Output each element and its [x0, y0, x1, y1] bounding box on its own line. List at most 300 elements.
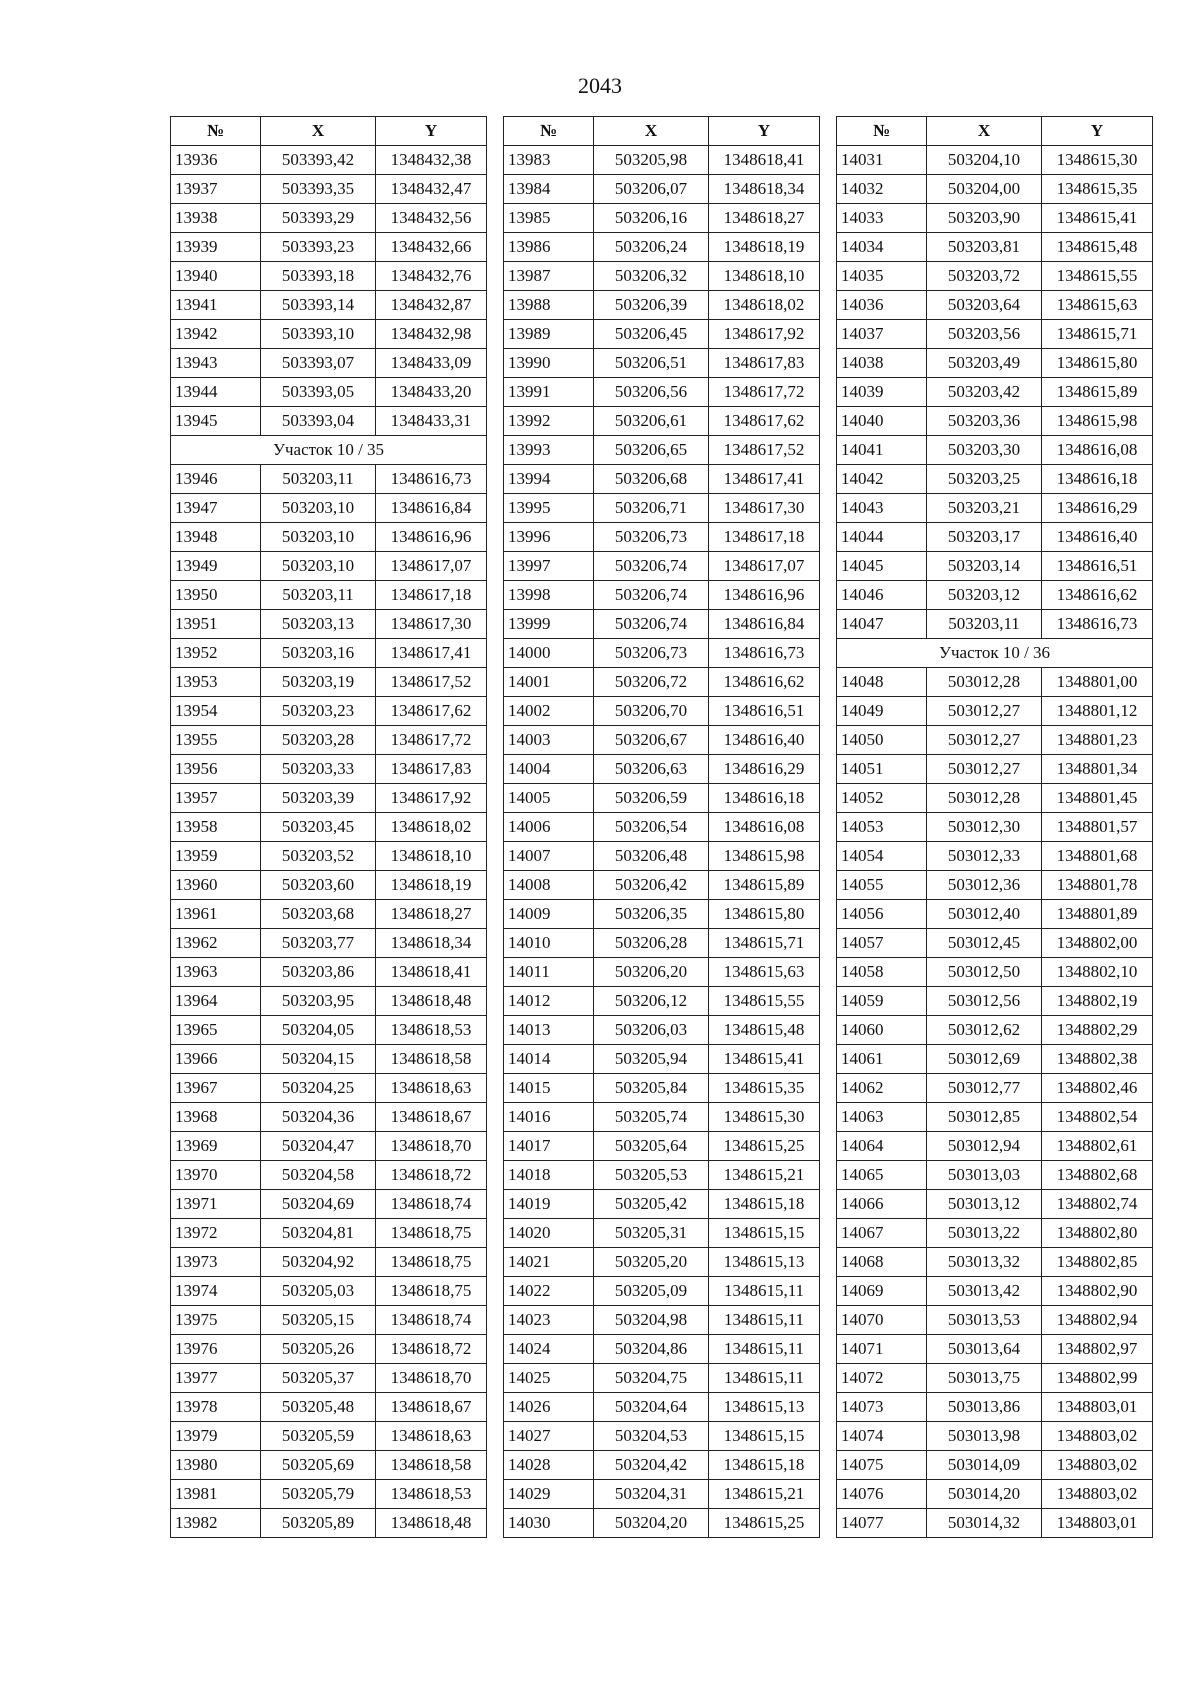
table-row	[837, 1509, 1153, 1538]
x-coordinate-cell: 503203,49	[927, 349, 1042, 378]
x-coordinate-cell: 503205,31	[594, 1219, 709, 1248]
y-coordinate-cell: 1348802,80	[1042, 1219, 1153, 1248]
point-number-cell: 14021	[504, 1248, 594, 1277]
point-number-cell: 14016	[504, 1103, 594, 1132]
x-coordinate-cell: 503012,50	[927, 958, 1042, 987]
x-coordinate-cell: 503204,75	[594, 1364, 709, 1393]
y-coordinate-cell: 1348617,30	[376, 610, 487, 639]
y-coordinate-cell: 1348615,71	[1042, 320, 1153, 349]
y-coordinate-cell: 1348617,83	[376, 755, 487, 784]
point-number-cell: 14018	[504, 1161, 594, 1190]
point-number-cell: 13945	[171, 407, 261, 436]
x-coordinate-cell: 503012,27	[927, 726, 1042, 755]
table-row	[504, 1074, 820, 1103]
point-number-cell: 13957	[171, 784, 261, 813]
x-coordinate-cell: 503203,10	[261, 552, 376, 581]
x-coordinate-cell: 503203,81	[927, 233, 1042, 262]
x-coordinate-cell: 503012,77	[927, 1074, 1042, 1103]
point-number-cell: 13950	[171, 581, 261, 610]
point-number-cell: 13942	[171, 320, 261, 349]
x-coordinate-cell: 503203,60	[261, 871, 376, 900]
point-number-cell: 14069	[837, 1277, 927, 1306]
y-coordinate-cell: 1348617,72	[709, 378, 820, 407]
point-number-cell: 14060	[837, 1016, 927, 1045]
y-coordinate-cell: 1348432,47	[376, 175, 487, 204]
y-coordinate-cell: 1348615,35	[1042, 175, 1153, 204]
table-row	[171, 1393, 487, 1422]
table-row	[837, 204, 1153, 233]
x-coordinate-cell: 503203,90	[927, 204, 1042, 233]
y-coordinate-cell: 1348618,75	[376, 1219, 487, 1248]
table-row	[171, 987, 487, 1016]
x-coordinate-cell: 503012,94	[927, 1132, 1042, 1161]
section-title: Участок 10 / 36	[837, 639, 1153, 668]
table-row	[504, 1219, 820, 1248]
table-row	[171, 1161, 487, 1190]
table-row	[504, 233, 820, 262]
x-coordinate-cell: 503205,53	[594, 1161, 709, 1190]
table-row	[504, 871, 820, 900]
x-coordinate-cell: 503203,13	[261, 610, 376, 639]
point-number-cell: 13975	[171, 1306, 261, 1335]
y-coordinate-cell: 1348615,98	[1042, 407, 1153, 436]
y-coordinate-cell: 1348615,21	[709, 1480, 820, 1509]
point-number-cell: 14032	[837, 175, 927, 204]
table-row	[171, 1480, 487, 1509]
y-coordinate-cell: 1348803,01	[1042, 1393, 1153, 1422]
y-coordinate-cell: 1348615,55	[1042, 262, 1153, 291]
y-coordinate-cell: 1348615,98	[709, 842, 820, 871]
point-number-cell: 14043	[837, 494, 927, 523]
point-number-cell: 14066	[837, 1190, 927, 1219]
x-coordinate-cell: 503204,86	[594, 1335, 709, 1364]
x-coordinate-cell: 503013,12	[927, 1190, 1042, 1219]
table-row	[504, 668, 820, 697]
y-coordinate-cell: 1348801,89	[1042, 900, 1153, 929]
table-row	[837, 1393, 1153, 1422]
table-row	[504, 900, 820, 929]
table-row	[171, 523, 487, 552]
table-row	[171, 610, 487, 639]
x-coordinate-cell: 503204,31	[594, 1480, 709, 1509]
x-coordinate-cell: 503206,03	[594, 1016, 709, 1045]
x-coordinate-cell: 503013,42	[927, 1277, 1042, 1306]
y-coordinate-cell: 1348618,48	[376, 1509, 487, 1538]
x-coordinate-cell: 503013,32	[927, 1248, 1042, 1277]
point-number-cell: 14036	[837, 291, 927, 320]
x-coordinate-cell: 503013,53	[927, 1306, 1042, 1335]
table-row	[837, 523, 1153, 552]
x-coordinate-cell: 503393,07	[261, 349, 376, 378]
y-coordinate-cell: 1348801,12	[1042, 697, 1153, 726]
x-coordinate-cell: 503204,20	[594, 1509, 709, 1538]
table-row	[504, 1190, 820, 1219]
point-number-cell: 13948	[171, 523, 261, 552]
y-coordinate-cell: 1348616,73	[376, 465, 487, 494]
x-coordinate-cell: 503012,36	[927, 871, 1042, 900]
table-row	[837, 407, 1153, 436]
x-coordinate-cell: 503012,62	[927, 1016, 1042, 1045]
y-coordinate-cell: 1348432,66	[376, 233, 487, 262]
table-row	[504, 1016, 820, 1045]
y-coordinate-cell: 1348617,07	[709, 552, 820, 581]
point-number-cell: 14038	[837, 349, 927, 378]
point-number-cell: 13966	[171, 1045, 261, 1074]
table-row	[837, 262, 1153, 291]
x-coordinate-cell: 503205,42	[594, 1190, 709, 1219]
point-number-cell: 13941	[171, 291, 261, 320]
point-number-cell: 13937	[171, 175, 261, 204]
y-coordinate-cell: 1348615,18	[709, 1451, 820, 1480]
table-row	[504, 987, 820, 1016]
table-row	[171, 320, 487, 349]
table-header-row	[171, 117, 487, 146]
table-row	[837, 900, 1153, 929]
x-coordinate-cell: 503204,10	[927, 146, 1042, 175]
table-row	[504, 610, 820, 639]
y-coordinate-cell: 1348616,08	[709, 813, 820, 842]
y-coordinate-cell: 1348615,11	[709, 1335, 820, 1364]
table-row	[504, 1045, 820, 1074]
x-coordinate-cell: 503203,42	[927, 378, 1042, 407]
x-coordinate-cell: 503013,64	[927, 1335, 1042, 1364]
point-number-cell: 14006	[504, 813, 594, 842]
point-number-cell: 14023	[504, 1306, 594, 1335]
table-row	[837, 175, 1153, 204]
table-row	[171, 233, 487, 262]
y-coordinate-cell: 1348617,52	[709, 436, 820, 465]
table-row	[171, 1422, 487, 1451]
x-coordinate-cell: 503012,27	[927, 755, 1042, 784]
point-number-cell: 14035	[837, 262, 927, 291]
x-coordinate-cell: 503203,86	[261, 958, 376, 987]
point-number-cell: 13970	[171, 1161, 261, 1190]
y-coordinate-cell: 1348615,55	[709, 987, 820, 1016]
point-number-cell: 14063	[837, 1103, 927, 1132]
point-number-cell: 14073	[837, 1393, 927, 1422]
point-number-cell: 14017	[504, 1132, 594, 1161]
table-row	[171, 1509, 487, 1538]
y-coordinate-cell: 1348432,98	[376, 320, 487, 349]
point-number-cell: 14001	[504, 668, 594, 697]
x-coordinate-cell: 503206,73	[594, 523, 709, 552]
y-coordinate-cell: 1348615,21	[709, 1161, 820, 1190]
table-row	[837, 494, 1153, 523]
y-coordinate-cell: 1348618,41	[709, 146, 820, 175]
point-number-cell: 14009	[504, 900, 594, 929]
x-coordinate-cell: 503205,37	[261, 1364, 376, 1393]
x-coordinate-cell: 503203,10	[261, 494, 376, 523]
point-number-cell: 13998	[504, 581, 594, 610]
x-coordinate-cell: 503204,25	[261, 1074, 376, 1103]
point-number-cell: 14022	[504, 1277, 594, 1306]
point-number-cell: 14008	[504, 871, 594, 900]
y-coordinate-cell: 1348802,85	[1042, 1248, 1153, 1277]
point-number-cell: 13984	[504, 175, 594, 204]
table-row	[504, 175, 820, 204]
y-coordinate-cell: 1348803,01	[1042, 1509, 1153, 1538]
x-coordinate-cell: 503205,79	[261, 1480, 376, 1509]
table-row	[837, 1422, 1153, 1451]
point-number-cell: 14014	[504, 1045, 594, 1074]
x-coordinate-cell: 503013,98	[927, 1422, 1042, 1451]
x-coordinate-cell: 503206,71	[594, 494, 709, 523]
point-number-cell: 14012	[504, 987, 594, 1016]
point-number-cell: 13971	[171, 1190, 261, 1219]
point-number-cell: 14025	[504, 1364, 594, 1393]
x-coordinate-cell: 503205,15	[261, 1306, 376, 1335]
y-coordinate-cell: 1348618,72	[376, 1161, 487, 1190]
y-coordinate-cell: 1348802,97	[1042, 1335, 1153, 1364]
table-row	[171, 958, 487, 987]
table-row	[504, 726, 820, 755]
point-number-cell: 13993	[504, 436, 594, 465]
table-row	[504, 436, 820, 465]
x-coordinate-cell: 503204,15	[261, 1045, 376, 1074]
point-number-cell: 14049	[837, 697, 927, 726]
y-coordinate-cell: 1348617,30	[709, 494, 820, 523]
x-coordinate-cell: 503203,19	[261, 668, 376, 697]
point-number-cell: 13958	[171, 813, 261, 842]
point-number-cell: 14007	[504, 842, 594, 871]
point-number-cell: 14071	[837, 1335, 927, 1364]
y-coordinate-cell: 1348615,11	[709, 1277, 820, 1306]
y-coordinate-cell: 1348801,23	[1042, 726, 1153, 755]
y-coordinate-cell: 1348618,72	[376, 1335, 487, 1364]
x-coordinate-cell: 503203,36	[927, 407, 1042, 436]
table-row	[837, 1277, 1153, 1306]
point-number-cell: 14029	[504, 1480, 594, 1509]
table-row	[504, 204, 820, 233]
section-row	[837, 639, 1153, 668]
point-number-cell: 13974	[171, 1277, 261, 1306]
point-number-cell: 14062	[837, 1074, 927, 1103]
table-row	[171, 262, 487, 291]
table-row	[837, 1306, 1153, 1335]
table-row	[504, 552, 820, 581]
table-row	[504, 958, 820, 987]
y-coordinate-cell: 1348618,02	[376, 813, 487, 842]
y-coordinate-cell: 1348802,29	[1042, 1016, 1153, 1045]
point-number-cell: 13936	[171, 146, 261, 175]
y-coordinate-cell: 1348615,15	[709, 1422, 820, 1451]
x-coordinate-cell: 503014,20	[927, 1480, 1042, 1509]
point-number-cell: 13982	[171, 1509, 261, 1538]
y-coordinate-cell: 1348615,41	[709, 1045, 820, 1074]
y-coordinate-cell: 1348617,92	[376, 784, 487, 813]
y-coordinate-cell: 1348803,02	[1042, 1422, 1153, 1451]
table-row	[171, 1335, 487, 1364]
point-number-cell: 14000	[504, 639, 594, 668]
x-coordinate-cell: 503204,53	[594, 1422, 709, 1451]
x-coordinate-cell: 503204,98	[594, 1306, 709, 1335]
point-number-cell: 14068	[837, 1248, 927, 1277]
point-number-cell: 14010	[504, 929, 594, 958]
table-row	[171, 1364, 487, 1393]
table-row	[171, 784, 487, 813]
x-coordinate-cell: 503204,64	[594, 1393, 709, 1422]
x-coordinate-cell: 503204,00	[927, 175, 1042, 204]
point-number-cell: 13992	[504, 407, 594, 436]
y-coordinate-cell: 1348615,71	[709, 929, 820, 958]
x-coordinate-cell: 503206,28	[594, 929, 709, 958]
x-coordinate-cell: 503206,73	[594, 639, 709, 668]
table-row	[504, 813, 820, 842]
page-number: 2043	[578, 73, 622, 98]
x-coordinate-cell: 503012,85	[927, 1103, 1042, 1132]
point-number-cell: 14076	[837, 1480, 927, 1509]
x-coordinate-cell: 503206,35	[594, 900, 709, 929]
x-coordinate-cell: 503393,18	[261, 262, 376, 291]
table-row	[171, 668, 487, 697]
header-x: X	[261, 117, 376, 146]
point-number-cell: 13986	[504, 233, 594, 262]
table-row	[837, 233, 1153, 262]
y-coordinate-cell: 1348616,96	[376, 523, 487, 552]
x-coordinate-cell: 503012,45	[927, 929, 1042, 958]
header-y: Y	[709, 117, 820, 146]
x-coordinate-cell: 503206,72	[594, 668, 709, 697]
point-number-cell: 14030	[504, 1509, 594, 1538]
y-coordinate-cell: 1348618,70	[376, 1364, 487, 1393]
point-number-cell: 14028	[504, 1451, 594, 1480]
y-coordinate-cell: 1348433,31	[376, 407, 487, 436]
table-row	[504, 929, 820, 958]
table-row	[504, 1335, 820, 1364]
x-coordinate-cell: 503012,30	[927, 813, 1042, 842]
point-number-cell: 14003	[504, 726, 594, 755]
point-number-cell: 13938	[171, 204, 261, 233]
x-coordinate-cell: 503012,69	[927, 1045, 1042, 1074]
y-coordinate-cell: 1348618,67	[376, 1393, 487, 1422]
y-coordinate-cell: 1348616,08	[1042, 436, 1153, 465]
table-row	[837, 552, 1153, 581]
table-row	[504, 1451, 820, 1480]
x-coordinate-cell: 503203,95	[261, 987, 376, 1016]
x-coordinate-cell: 503393,42	[261, 146, 376, 175]
y-coordinate-cell: 1348803,02	[1042, 1480, 1153, 1509]
table-row	[837, 1248, 1153, 1277]
coordinates-table-right	[836, 116, 1153, 1538]
y-coordinate-cell: 1348803,02	[1042, 1451, 1153, 1480]
table-row	[504, 1509, 820, 1538]
x-coordinate-cell: 503012,40	[927, 900, 1042, 929]
table-row	[837, 813, 1153, 842]
x-coordinate-cell: 503012,28	[927, 784, 1042, 813]
x-coordinate-cell: 503206,16	[594, 204, 709, 233]
table-row	[171, 378, 487, 407]
y-coordinate-cell: 1348617,83	[709, 349, 820, 378]
table-row	[837, 1451, 1153, 1480]
table-row	[837, 465, 1153, 494]
x-coordinate-cell: 503203,11	[261, 581, 376, 610]
y-coordinate-cell: 1348616,96	[709, 581, 820, 610]
table-row	[504, 1422, 820, 1451]
table-row	[504, 349, 820, 378]
x-coordinate-cell: 503012,27	[927, 697, 1042, 726]
x-coordinate-cell: 503203,72	[927, 262, 1042, 291]
point-number-cell: 13994	[504, 465, 594, 494]
table-row	[171, 813, 487, 842]
point-number-cell: 14037	[837, 320, 927, 349]
x-coordinate-cell: 503206,56	[594, 378, 709, 407]
y-coordinate-cell: 1348801,78	[1042, 871, 1153, 900]
x-coordinate-cell: 503393,35	[261, 175, 376, 204]
point-number-cell: 14061	[837, 1045, 927, 1074]
y-coordinate-cell: 1348801,00	[1042, 668, 1153, 697]
x-coordinate-cell: 503012,33	[927, 842, 1042, 871]
point-number-cell: 14077	[837, 1509, 927, 1538]
point-number-cell: 13946	[171, 465, 261, 494]
x-coordinate-cell: 503203,30	[927, 436, 1042, 465]
x-coordinate-cell: 503206,20	[594, 958, 709, 987]
x-coordinate-cell: 503204,69	[261, 1190, 376, 1219]
x-coordinate-cell: 503203,28	[261, 726, 376, 755]
table-row	[504, 639, 820, 668]
x-coordinate-cell: 503203,10	[261, 523, 376, 552]
y-coordinate-cell: 1348615,80	[1042, 349, 1153, 378]
y-coordinate-cell: 1348618,63	[376, 1074, 487, 1103]
x-coordinate-cell: 503206,45	[594, 320, 709, 349]
y-coordinate-cell: 1348615,11	[709, 1306, 820, 1335]
point-number-cell: 13972	[171, 1219, 261, 1248]
y-coordinate-cell: 1348802,38	[1042, 1045, 1153, 1074]
x-coordinate-cell: 503206,39	[594, 291, 709, 320]
x-coordinate-cell: 503206,68	[594, 465, 709, 494]
x-coordinate-cell: 503205,48	[261, 1393, 376, 1422]
x-coordinate-cell: 503203,11	[927, 610, 1042, 639]
x-coordinate-cell: 503206,70	[594, 697, 709, 726]
x-coordinate-cell: 503203,11	[261, 465, 376, 494]
x-coordinate-cell: 503205,84	[594, 1074, 709, 1103]
point-number-cell: 13954	[171, 697, 261, 726]
y-coordinate-cell: 1348615,30	[1042, 146, 1153, 175]
y-coordinate-cell: 1348616,62	[709, 668, 820, 697]
table-row	[837, 1074, 1153, 1103]
x-coordinate-cell: 503203,17	[927, 523, 1042, 552]
x-coordinate-cell: 503203,56	[927, 320, 1042, 349]
x-coordinate-cell: 503206,67	[594, 726, 709, 755]
y-coordinate-cell: 1348617,52	[376, 668, 487, 697]
point-number-cell: 13944	[171, 378, 261, 407]
y-coordinate-cell: 1348617,18	[376, 581, 487, 610]
y-coordinate-cell: 1348615,89	[709, 871, 820, 900]
x-coordinate-cell: 503203,39	[261, 784, 376, 813]
point-number-cell: 14011	[504, 958, 594, 987]
point-number-cell: 14044	[837, 523, 927, 552]
x-coordinate-cell: 503205,26	[261, 1335, 376, 1364]
point-number-cell: 14024	[504, 1335, 594, 1364]
table-row	[171, 726, 487, 755]
point-number-cell: 14074	[837, 1422, 927, 1451]
x-coordinate-cell: 503205,20	[594, 1248, 709, 1277]
table-row	[171, 697, 487, 726]
y-coordinate-cell: 1348432,87	[376, 291, 487, 320]
table-row	[504, 494, 820, 523]
table-row	[171, 407, 487, 436]
table-row	[504, 784, 820, 813]
point-number-cell: 13947	[171, 494, 261, 523]
x-coordinate-cell: 503205,94	[594, 1045, 709, 1074]
table-row	[504, 407, 820, 436]
x-coordinate-cell: 503203,52	[261, 842, 376, 871]
point-number-cell: 14065	[837, 1161, 927, 1190]
x-coordinate-cell: 503393,05	[261, 378, 376, 407]
point-number-cell: 14019	[504, 1190, 594, 1219]
y-coordinate-cell: 1348802,19	[1042, 987, 1153, 1016]
point-number-cell: 13988	[504, 291, 594, 320]
table-row	[837, 1016, 1153, 1045]
